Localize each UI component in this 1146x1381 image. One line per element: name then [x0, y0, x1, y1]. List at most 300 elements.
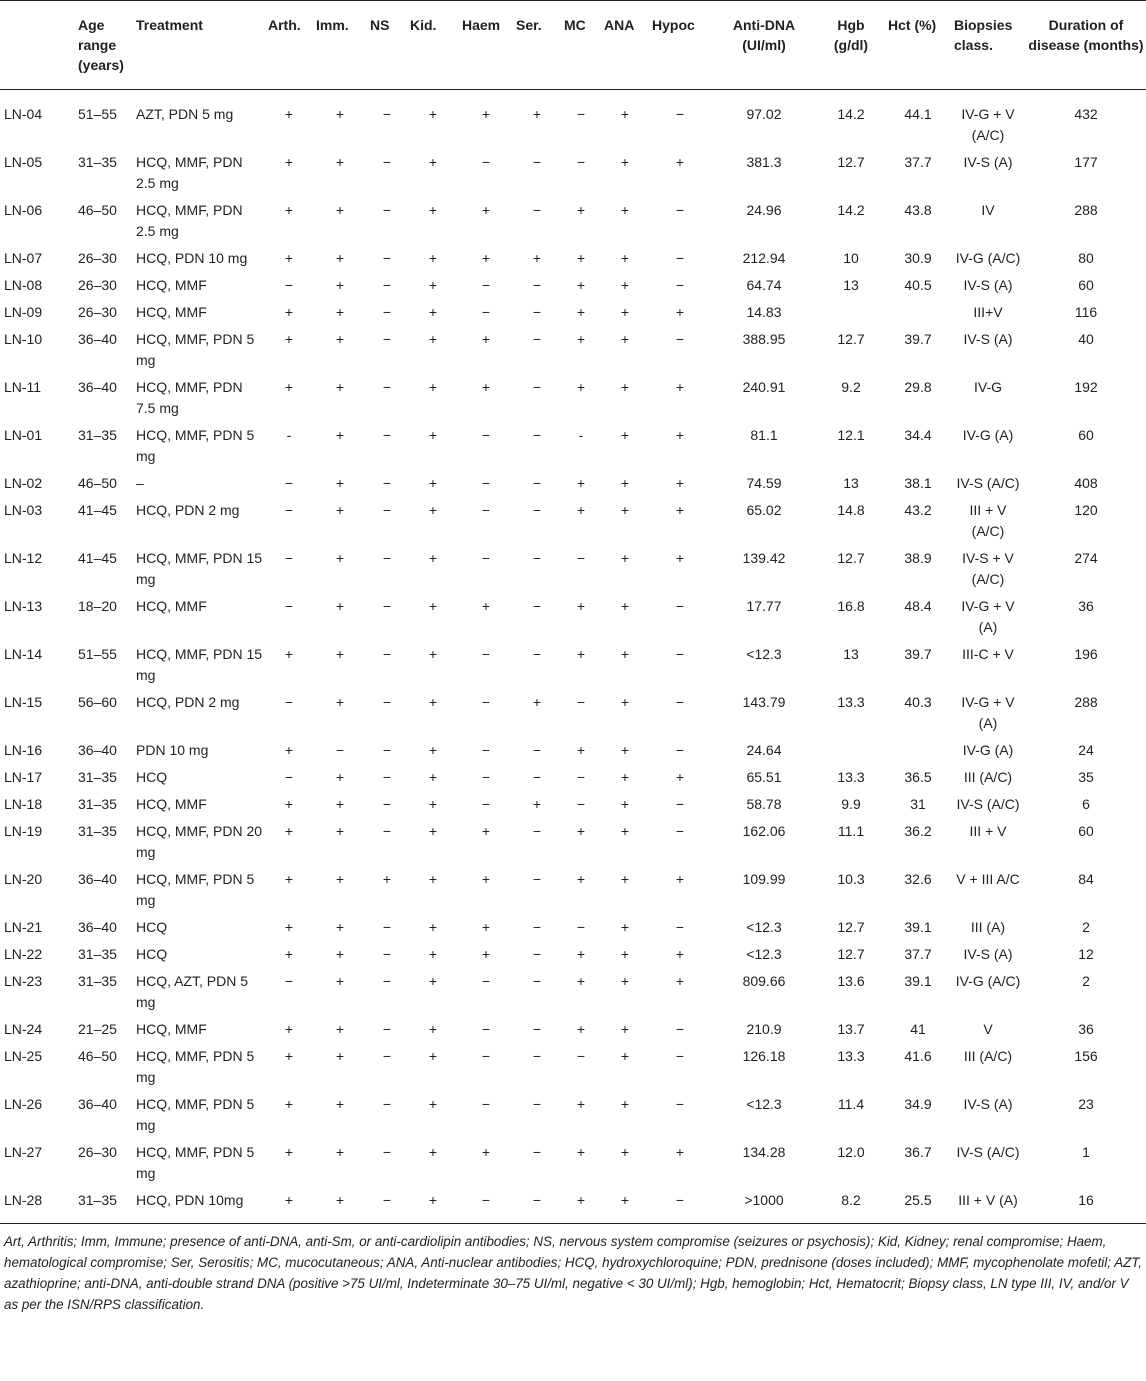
cell-id: LN-14: [4, 646, 43, 662]
cell-age: 36–40: [78, 919, 117, 935]
cell-imm: +: [335, 1192, 345, 1208]
cell-id: LN-09: [4, 304, 43, 320]
cell-imm: +: [335, 646, 345, 662]
cell-hgb: 10: [843, 250, 859, 266]
cell-treatment: HCQ: [136, 769, 168, 785]
cell-biopsy: IV: [981, 202, 995, 218]
cell-treatment: HCQ, MMF, PDN 5 mg: [136, 1144, 255, 1181]
cell-arth: −: [284, 973, 294, 989]
cell-ns: −: [382, 1144, 392, 1160]
cell-duration: 35: [1078, 769, 1094, 785]
cell-ana: +: [620, 1021, 630, 1037]
cell-hypoc: −: [675, 742, 685, 758]
cell-arth: +: [284, 379, 294, 395]
cell-imm: +: [335, 823, 345, 839]
cell-hypoc: −: [675, 1048, 685, 1064]
header-haem: Haem: [462, 17, 501, 33]
cell-age: 41–45: [78, 502, 117, 518]
cell-ser: −: [532, 769, 542, 785]
cell-treatment: HCQ, PDN 10mg: [136, 1192, 244, 1208]
table-row: [0, 1044, 1146, 1092]
cell-haem: −: [481, 769, 491, 785]
cell-id: LN-08: [4, 277, 43, 293]
cell-biopsy: IV-G (A): [962, 427, 1014, 443]
cell-mc: −: [576, 1048, 586, 1064]
cell-treatment: HCQ, MMF, PDN 2.5 mg: [136, 202, 243, 239]
cell-ser: −: [532, 277, 542, 293]
cell-hypoc: +: [675, 871, 685, 887]
table-footnote: Art, Arthritis; Imm, Immune; presence of anti-DNA, anti-Sm, or anti-cardiolipin antibodies; NS, nervous system compromise (seizures or psychosis); Kid, Kidney; renal compromise; Haem, hematological compromise; Ser, Serositis; MC, mucocutaneous; ANA, Anti-nuclear antibodies; HCQ, hydroxychloroquine; PDN, prednisone (doses included); MMF, mycophenolate mofetil; AZT, azathioprine; anti-DNA, anti-double strand DNA (positive >75 UI/ml, Indeterminate 30–75 UI/ml, negative < 30 UI/ml); Hgb, hemoglobin; Hct, Hematocrit; Biopsy class, LN type III, IV, and/or V as per the ISN/RPS classification.: [4, 1234, 1142, 1312]
cell-treatment: HCQ, MMF, PDN 15 mg: [136, 550, 263, 587]
cell-hypoc: −: [675, 1192, 685, 1208]
cell-hct: 38.1: [904, 475, 932, 491]
cell-duration: 24: [1078, 742, 1094, 758]
table-row: [0, 546, 1146, 594]
cell-age: 51–55: [78, 646, 117, 662]
cell-hypoc: +: [675, 154, 685, 170]
cell-mc: +: [576, 823, 586, 839]
table-row: [0, 690, 1146, 738]
table-row: [0, 498, 1146, 546]
header-hgb: Hgb (g/dl): [833, 17, 869, 53]
cell-hypoc: −: [675, 250, 685, 266]
cell-age: 18–20: [78, 598, 117, 614]
cell-hypoc: +: [675, 502, 685, 518]
cell-ns: −: [382, 646, 392, 662]
cell-hgb: 13.6: [837, 973, 865, 989]
cell-hct: 48.4: [904, 598, 932, 614]
cell-kid: +: [428, 427, 438, 443]
cell-age: 31–35: [78, 946, 117, 962]
cell-ser: −: [532, 550, 542, 566]
cell-hgb: 9.2: [841, 379, 861, 395]
cell-hgb: 12.7: [837, 919, 865, 935]
cell-age: 36–40: [78, 871, 117, 887]
cell-hgb: 13.3: [837, 769, 865, 785]
cell-hypoc: −: [675, 106, 685, 122]
cell-arth: +: [284, 202, 294, 218]
cell-treatment: HCQ, MMF, PDN 15 mg: [136, 646, 263, 683]
cell-antidna: 81.1: [750, 427, 778, 443]
cell-treatment: HCQ, MMF, PDN 5 mg: [136, 1096, 255, 1133]
table-row: [0, 594, 1146, 642]
cell-kid: +: [428, 106, 438, 122]
cell-hypoc: +: [675, 550, 685, 566]
cell-ns: −: [382, 1021, 392, 1037]
cell-hgb: 16.8: [837, 598, 865, 614]
cell-arth: +: [284, 331, 294, 347]
cell-duration: 288: [1074, 202, 1098, 218]
cell-ser: −: [532, 304, 542, 320]
cell-haem: −: [481, 1192, 491, 1208]
cell-ser: −: [532, 1048, 542, 1064]
cell-hypoc: +: [675, 769, 685, 785]
cell-id: LN-23: [4, 973, 43, 989]
cell-hct: 25.5: [904, 1192, 932, 1208]
cell-mc: +: [576, 1192, 586, 1208]
cell-arth: +: [284, 946, 294, 962]
cell-ana: +: [620, 1192, 630, 1208]
cell-ana: +: [620, 502, 630, 518]
cell-ser: +: [532, 106, 542, 122]
cell-kid: +: [428, 1192, 438, 1208]
cell-hct: 39.7: [904, 646, 932, 662]
cell-age: 26–30: [78, 304, 117, 320]
cell-arth: −: [284, 598, 294, 614]
cell-ser: +: [532, 250, 542, 266]
cell-age: 41–45: [78, 550, 117, 566]
cell-ana: +: [620, 277, 630, 293]
cell-mc: +: [576, 1144, 586, 1160]
cell-ser: +: [532, 694, 542, 710]
table-row: [0, 198, 1146, 246]
cell-haem: −: [481, 304, 491, 320]
cell-age: 36–40: [78, 742, 117, 758]
cell-ana: +: [620, 919, 630, 935]
cell-ns: −: [382, 823, 392, 839]
cell-hgb: 11.4: [837, 1096, 865, 1112]
header-ana: ANA: [604, 17, 635, 33]
header-hct: Hct (%): [888, 17, 937, 33]
cell-imm: +: [335, 919, 345, 935]
cell-biopsy: IV-S (A): [963, 154, 1013, 170]
cell-kid: +: [428, 202, 438, 218]
cell-id: LN-28: [4, 1192, 43, 1208]
cell-arth: +: [284, 796, 294, 812]
cell-imm: +: [335, 946, 345, 962]
cell-ana: +: [620, 106, 630, 122]
cell-hypoc: +: [675, 973, 685, 989]
cell-age: 51–55: [78, 106, 117, 122]
cell-biopsy: IV-G + V (A): [961, 598, 1015, 635]
cell-antidna: 388.95: [742, 331, 786, 347]
cell-imm: +: [335, 796, 345, 812]
cell-imm: +: [335, 202, 345, 218]
cell-hgb: 12.7: [837, 154, 865, 170]
cell-haem: +: [481, 919, 491, 935]
cell-duration: 196: [1074, 646, 1098, 662]
cell-ana: +: [620, 475, 630, 491]
cell-hct: 39.1: [904, 919, 932, 935]
cell-id: LN-12: [4, 550, 43, 566]
table-row: [0, 150, 1146, 198]
cell-age: 46–50: [78, 1048, 117, 1064]
cell-antidna: 212.94: [742, 250, 786, 266]
table-row: [0, 375, 1146, 423]
cell-imm: +: [335, 106, 345, 122]
cell-biopsy: IV-S (A/C): [956, 796, 1020, 812]
cell-antidna: <12.3: [746, 646, 782, 662]
cell-duration: 2: [1082, 973, 1090, 989]
cell-id: LN-07: [4, 250, 43, 266]
cell-ns: −: [382, 475, 392, 491]
cell-biopsy: IV-G: [973, 379, 1002, 395]
cell-duration: 2: [1082, 919, 1090, 935]
cell-ns: −: [382, 379, 392, 395]
cell-arth: +: [284, 1144, 294, 1160]
cell-antidna: 381.3: [746, 154, 782, 170]
cell-kid: +: [428, 769, 438, 785]
cell-ana: +: [620, 250, 630, 266]
cell-treatment: AZT, PDN 5 mg: [136, 106, 234, 122]
cell-imm: +: [335, 973, 345, 989]
cell-ser: −: [532, 379, 542, 395]
cell-imm: +: [335, 277, 345, 293]
cell-hgb: 13: [843, 475, 859, 491]
cell-antidna: <12.3: [746, 919, 782, 935]
cell-arth: +: [284, 1048, 294, 1064]
cell-arth: −: [284, 475, 294, 491]
cell-ser: −: [532, 946, 542, 962]
cell-imm: +: [335, 769, 345, 785]
cell-arth: +: [284, 646, 294, 662]
cell-kid: +: [428, 277, 438, 293]
cell-biopsy: III + V (A/C): [969, 502, 1007, 539]
cell-duration: 12: [1078, 946, 1094, 962]
cell-kid: +: [428, 742, 438, 758]
cell-treatment: HCQ: [136, 919, 168, 935]
cell-ns: −: [382, 742, 392, 758]
cell-kid: +: [428, 1144, 438, 1160]
cell-ns: −: [382, 277, 392, 293]
cell-kid: +: [428, 694, 438, 710]
cell-antidna: 109.99: [742, 871, 786, 887]
cell-id: LN-10: [4, 331, 43, 347]
header-imm: Imm.: [316, 17, 349, 33]
cell-arth: −: [284, 502, 294, 518]
cell-hgb: 8.2: [841, 1192, 861, 1208]
cell-imm: +: [335, 598, 345, 614]
cell-treatment: HCQ, MMF, PDN 5 mg: [136, 427, 255, 464]
cell-treatment: HCQ, MMF, PDN 7.5 mg: [136, 379, 243, 416]
cell-duration: 120: [1074, 502, 1098, 518]
cell-ser: −: [532, 646, 542, 662]
cell-ser: −: [532, 502, 542, 518]
cell-duration: 1: [1082, 1144, 1090, 1160]
cell-haem: −: [481, 973, 491, 989]
cell-ns: −: [382, 106, 392, 122]
cell-ana: +: [620, 796, 630, 812]
cell-hct: 29.8: [904, 379, 932, 395]
cell-hgb: 10.3: [837, 871, 865, 887]
cell-hypoc: +: [675, 946, 685, 962]
cell-ana: +: [620, 694, 630, 710]
cell-kid: +: [428, 946, 438, 962]
cell-arth: −: [284, 277, 294, 293]
cell-kid: +: [428, 796, 438, 812]
table-header: [0, 1, 1146, 90]
cell-ana: +: [620, 742, 630, 758]
cell-hct: 43.2: [904, 502, 932, 518]
cell-biopsy: IV-S + V (A/C): [962, 550, 1014, 587]
cell-treatment: HCQ, MMF, PDN 20 mg: [136, 823, 263, 860]
cell-imm: +: [335, 379, 345, 395]
cell-biopsy: III + V (A): [958, 1192, 1018, 1208]
cell-ana: +: [620, 1096, 630, 1112]
cell-kid: +: [428, 154, 438, 170]
cell-kid: +: [428, 250, 438, 266]
cell-ana: +: [620, 202, 630, 218]
cell-imm: +: [335, 694, 345, 710]
cell-kid: +: [428, 871, 438, 887]
cell-ser: −: [532, 598, 542, 614]
cell-age: 56–60: [78, 694, 117, 710]
cell-imm: −: [335, 742, 345, 758]
cell-kid: +: [428, 598, 438, 614]
cell-haem: −: [481, 796, 491, 812]
cell-ns: −: [382, 1048, 392, 1064]
cell-ns: −: [382, 1192, 392, 1208]
cell-mc: +: [576, 304, 586, 320]
table-row: [0, 423, 1146, 471]
cell-antidna: 65.51: [746, 769, 782, 785]
cell-ana: +: [620, 331, 630, 347]
cell-treatment: HCQ, PDN 10 mg: [136, 250, 248, 266]
cell-ns: −: [382, 919, 392, 935]
header-hypoc: Hypoc: [652, 17, 695, 33]
cell-ns: −: [382, 550, 392, 566]
cell-ser: −: [532, 427, 542, 443]
header-row: [0, 1, 1146, 90]
cell-ser: −: [532, 1096, 542, 1112]
cell-arth: +: [284, 823, 294, 839]
cell-duration: 16: [1078, 1192, 1094, 1208]
cell-antidna: 24.64: [746, 742, 782, 758]
cell-age: 31–35: [78, 796, 117, 812]
cell-haem: −: [481, 277, 491, 293]
cell-duration: 274: [1074, 550, 1098, 566]
cell-ana: +: [620, 154, 630, 170]
cell-id: LN-02: [4, 475, 43, 491]
cell-imm: +: [335, 427, 345, 443]
cell-duration: 116: [1074, 304, 1098, 320]
cell-kid: +: [428, 823, 438, 839]
cell-duration: 6: [1082, 796, 1090, 812]
cell-mc: +: [576, 379, 586, 395]
cell-mc: +: [576, 871, 586, 887]
cell-mc: +: [576, 277, 586, 293]
cell-mc: +: [576, 1096, 586, 1112]
cell-id: LN-05: [4, 154, 43, 170]
cell-haem: +: [481, 379, 491, 395]
cell-ser: −: [532, 919, 542, 935]
cell-treatment: HCQ, MMF: [136, 598, 207, 614]
cell-hgb: 13.3: [837, 694, 865, 710]
header-age: Age range (years): [78, 17, 124, 73]
cell-ana: +: [620, 550, 630, 566]
cell-id: LN-20: [4, 871, 43, 887]
cell-kid: +: [428, 646, 438, 662]
table-row: [0, 90, 1146, 151]
cell-duration: 36: [1078, 598, 1094, 614]
cell-ns: −: [382, 250, 392, 266]
cell-hct: 40.3: [904, 694, 932, 710]
cell-ns: −: [382, 154, 392, 170]
cell-arth: +: [284, 250, 294, 266]
cell-ser: −: [532, 823, 542, 839]
table-row: [0, 1017, 1146, 1044]
cell-biopsy: IV-G (A): [962, 742, 1014, 758]
cell-hgb: 12.0: [837, 1144, 865, 1160]
table-row: [0, 867, 1146, 915]
cell-arth: +: [284, 154, 294, 170]
cell-age: 31–35: [78, 427, 117, 443]
cell-id: LN-01: [4, 427, 43, 443]
cell-antidna: 24.96: [746, 202, 782, 218]
cell-hypoc: −: [675, 823, 685, 839]
table-row: [0, 471, 1146, 498]
cell-ns: −: [382, 796, 392, 812]
cell-treatment: HCQ, PDN 2 mg: [136, 502, 240, 518]
cell-mc: +: [576, 502, 586, 518]
cell-id: LN-03: [4, 502, 43, 518]
cell-mc: +: [576, 742, 586, 758]
cell-hct: 36.7: [904, 1144, 932, 1160]
cell-ser: −: [532, 1192, 542, 1208]
cell-antidna: 809.66: [742, 973, 786, 989]
cell-treatment: HCQ, MMF: [136, 1021, 207, 1037]
cell-age: 31–35: [78, 823, 117, 839]
cell-treatment: HCQ, MMF, PDN 2.5 mg: [136, 154, 243, 191]
cell-antidna: 134.28: [742, 1144, 786, 1160]
cell-kid: +: [428, 1021, 438, 1037]
cell-treatment: –: [136, 475, 144, 491]
cell-age: 21–25: [78, 1021, 117, 1037]
cell-hgb: 14.2: [837, 106, 865, 122]
cell-ser: −: [532, 973, 542, 989]
cell-hypoc: +: [675, 427, 685, 443]
cell-id: LN-11: [4, 379, 42, 395]
cell-hgb: 12.7: [837, 550, 865, 566]
cell-arth: +: [284, 304, 294, 320]
cell-antidna: 74.59: [746, 475, 782, 491]
cell-imm: +: [335, 304, 345, 320]
cell-kid: +: [428, 502, 438, 518]
cell-age: 46–50: [78, 202, 117, 218]
cell-id: LN-25: [4, 1048, 43, 1064]
cell-hct: [884, 300, 950, 327]
cell-hct: 38.9: [904, 550, 932, 566]
cell-imm: +: [335, 1096, 345, 1112]
cell-haem: −: [481, 427, 491, 443]
cell-hgb: 13: [843, 646, 859, 662]
table-row: [0, 792, 1146, 819]
cell-hypoc: −: [675, 277, 685, 293]
cell-mc: −: [576, 154, 586, 170]
cell-haem: −: [481, 1096, 491, 1112]
table-row: [0, 642, 1146, 690]
cell-ana: +: [620, 379, 630, 395]
cell-ns: −: [382, 331, 392, 347]
cell-kid: +: [428, 1048, 438, 1064]
cell-hgb: 12.7: [837, 946, 865, 962]
cell-id: LN-21: [4, 919, 43, 935]
cell-biopsy: IV-S (A/C): [956, 1144, 1020, 1160]
header-id: [0, 1, 74, 90]
cell-haem: +: [481, 250, 491, 266]
cell-id: LN-26: [4, 1096, 43, 1112]
header-duration: Duration of disease (months): [1028, 17, 1144, 53]
header-ns: NS: [370, 17, 390, 33]
cell-biopsy: IV-S (A): [963, 331, 1013, 347]
cell-ana: +: [620, 769, 630, 785]
cell-biopsy: III (A/C): [963, 769, 1013, 785]
cell-haem: −: [481, 550, 491, 566]
cell-biopsy: IV-G + V (A/C): [961, 106, 1015, 143]
cell-id: LN-16: [4, 742, 43, 758]
cell-haem: +: [481, 598, 491, 614]
cell-biopsy: IV-G (A/C): [955, 250, 1021, 266]
